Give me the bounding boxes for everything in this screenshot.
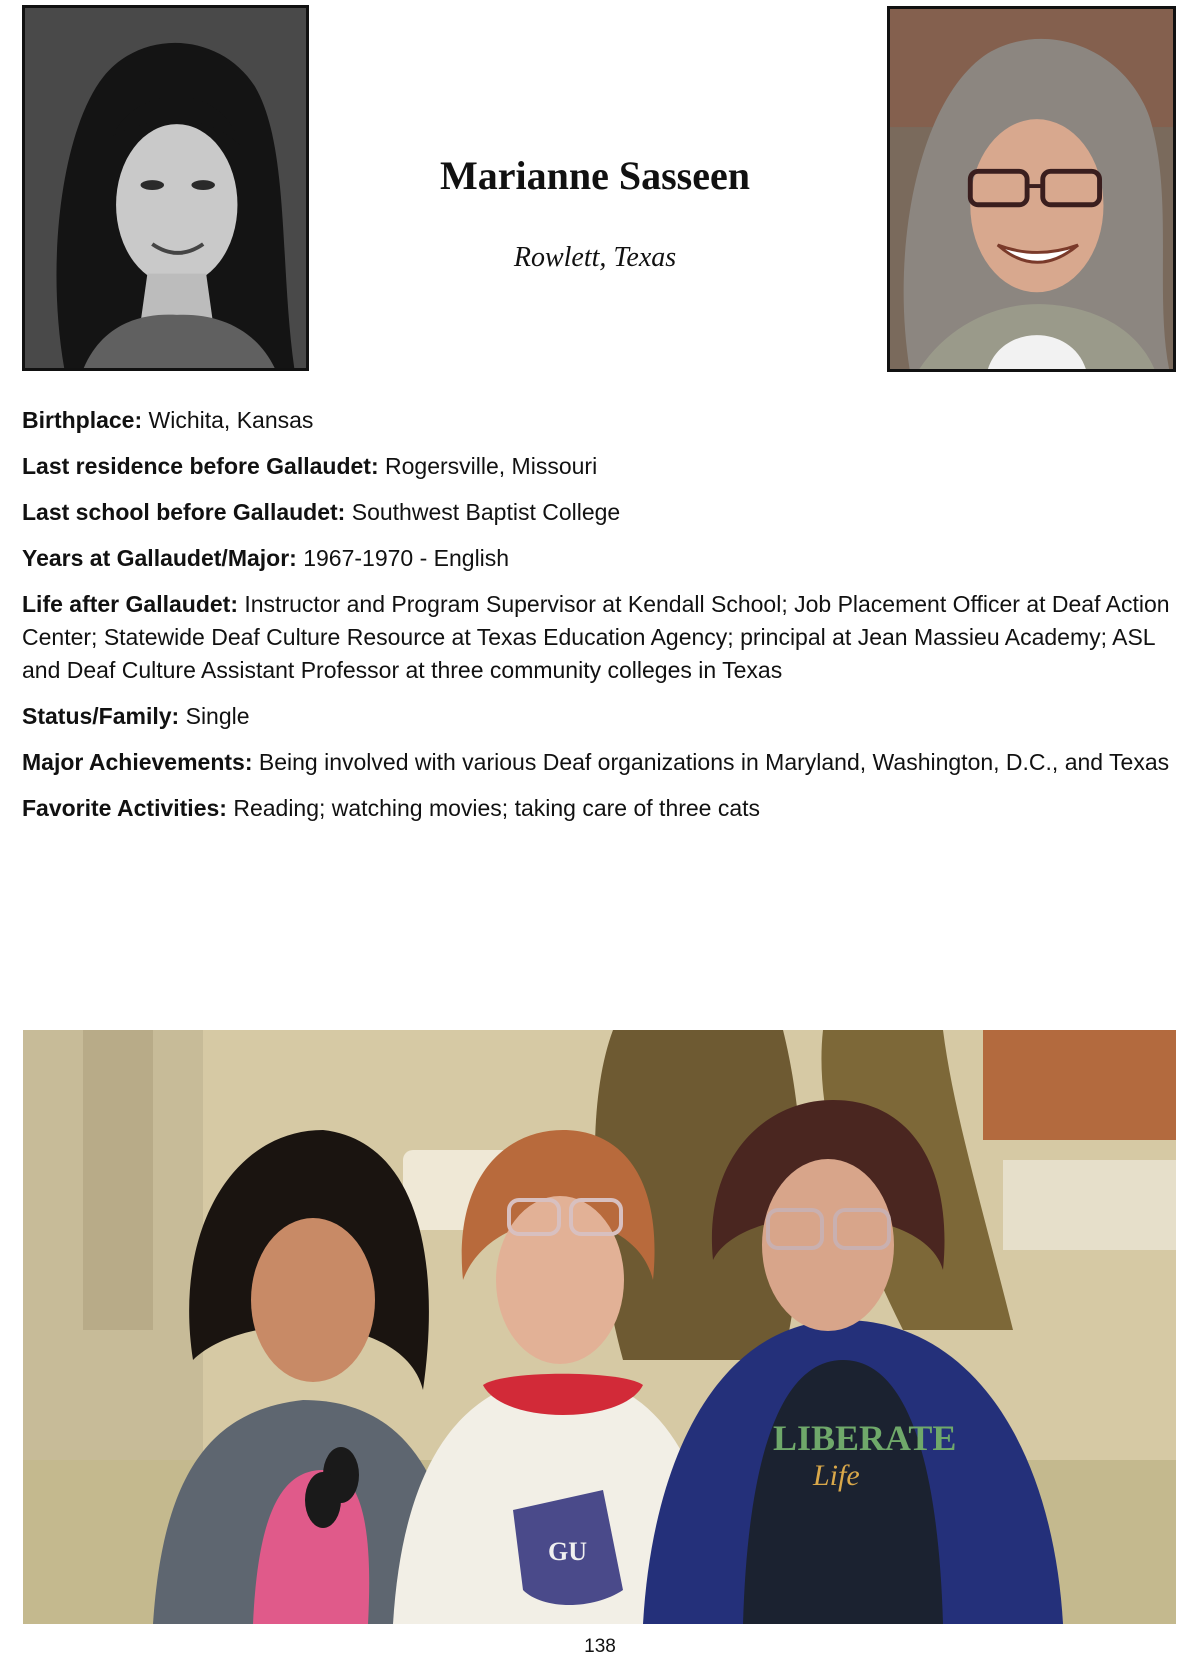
detail-life-after <box>22 588 1177 687</box>
detail-value: Being involved with various Deaf organizations in Maryland, Washington, D.C., and Texas <box>258 749 1170 775</box>
detail-birthplace <box>22 404 1177 437</box>
detail-label: Favorite Activities: <box>22 795 227 821</box>
detail-label: Years at Gallaudet/Major: <box>22 545 297 571</box>
detail-label: Last school before Gallaudet: <box>22 499 346 525</box>
profile-location: Rowlett, Texas <box>513 242 677 273</box>
detail-label: Last residence before Gallaudet: <box>22 453 379 479</box>
detail-label: Status/Family: <box>22 703 180 729</box>
detail-label: Birthplace: <box>22 407 143 433</box>
detail-favorite-activities <box>22 792 1177 825</box>
detail-value: Reading; watching movies; taking care of three cats <box>233 795 761 821</box>
current-portrait-photo <box>887 6 1176 372</box>
detail-years-major <box>22 542 1177 575</box>
detail-value: 1967-1970 - English <box>303 545 510 571</box>
detail-value: Single <box>185 703 250 729</box>
yearbook-portrait-photo <box>22 5 309 371</box>
profile-name: Marianne Sasseen <box>440 153 750 198</box>
svg-text:LIBERATE: LIBERATE <box>773 1418 957 1458</box>
detail-value: Wichita, Kansas <box>148 407 314 433</box>
profile-details <box>22 404 1177 838</box>
detail-label: Life after Gallaudet: <box>22 591 238 617</box>
detail-major-achievements <box>22 746 1177 779</box>
detail-value: Instructor and Program Supervisor at Kendall School; Job Placement Officer at Deaf Action Center; Statewide Deaf Culture Resource at Texas Education Agency; principal at Jean Massieu Academy; ASL and Deaf Culture Assistant Professor at three community colleges in Texas <box>22 591 1170 683</box>
detail-value: Southwest Baptist College <box>351 499 621 525</box>
detail-label: Major Achievements: <box>22 749 253 775</box>
svg-text:GU: GU <box>548 1537 587 1566</box>
svg-text:Life: Life <box>813 1459 860 1492</box>
detail-last-residence <box>22 450 1177 483</box>
detail-value: Rogersville, Missouri <box>385 453 598 479</box>
detail-last-school <box>22 496 1177 529</box>
detail-status-family <box>22 700 1177 733</box>
page-number: 138 <box>584 1636 616 1657</box>
group-photo <box>23 1030 1176 1624</box>
